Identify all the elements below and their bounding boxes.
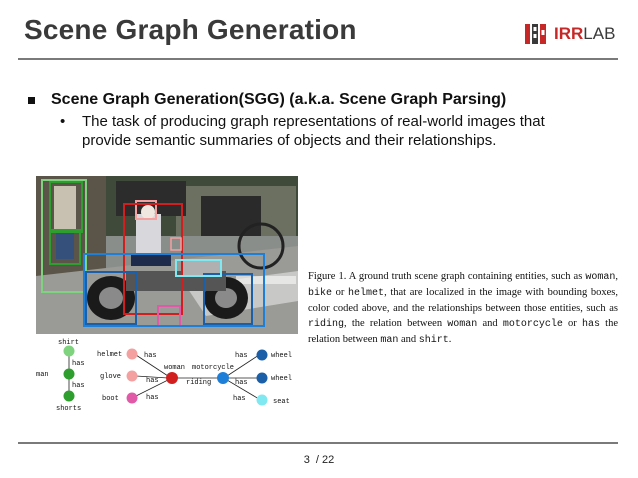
square-bullet-icon bbox=[28, 97, 35, 104]
node-wheel-2 bbox=[257, 373, 268, 384]
node-motorcycle bbox=[217, 372, 229, 384]
bullet-sub bbox=[60, 112, 580, 150]
label-has-1: has bbox=[72, 360, 85, 368]
node-seat bbox=[257, 395, 268, 406]
node-boot bbox=[127, 393, 138, 404]
node-helmet bbox=[127, 349, 138, 360]
label-has-7: has bbox=[235, 379, 248, 387]
label-has-8: has bbox=[233, 395, 246, 403]
node-woman bbox=[166, 372, 178, 384]
label-shorts: shorts bbox=[56, 405, 82, 413]
slide-title: Scene Graph Generation bbox=[24, 14, 357, 45]
label-motorcycle: motorcycle bbox=[192, 364, 235, 372]
scene-photo bbox=[36, 176, 298, 334]
page-indicator bbox=[0, 454, 638, 466]
label-has-6: has bbox=[235, 352, 248, 360]
label-woman: woman bbox=[164, 364, 186, 372]
label-glove: glove bbox=[100, 373, 122, 381]
node-glove bbox=[127, 371, 138, 382]
figure-caption: Figure 1. A ground truth scene graph containing entities, such as woman, bike or helmet, that are localized in the image with bounding boxes, color coded above, and the relationships between those entities, such as riding, the relation between woman and motorcycle or has the relation between man and shirt. bbox=[308, 271, 619, 346]
label-man: man bbox=[36, 371, 49, 379]
footer-divider bbox=[18, 442, 618, 444]
irrlab-logo bbox=[524, 20, 615, 48]
label-has-3: has bbox=[144, 352, 157, 360]
label-has-5: has bbox=[146, 394, 159, 402]
page-total: / 22 bbox=[315, 454, 335, 466]
label-shirt: shirt bbox=[58, 339, 80, 347]
label-riding: riding bbox=[186, 379, 212, 387]
label-boot: boot bbox=[102, 395, 119, 403]
scene-graph-svg bbox=[36, 338, 298, 416]
title-divider bbox=[18, 58, 618, 60]
label-wheel-2: wheel bbox=[271, 375, 293, 383]
label-has-2: has bbox=[72, 382, 85, 390]
label-wheel-1: wheel bbox=[271, 352, 293, 360]
round-bullet-icon: • bbox=[60, 113, 66, 130]
node-shorts bbox=[64, 391, 75, 402]
bullet-main-text: Scene Graph Generation(SGG) (a.k.a. Scene Graph Parsing) bbox=[51, 91, 507, 108]
scene-photo-svg bbox=[36, 176, 298, 334]
label-helmet: helmet bbox=[97, 351, 123, 359]
page-current: 3 bbox=[303, 454, 310, 466]
logo-mark-icon bbox=[524, 22, 548, 46]
logo-text: IRRLAB bbox=[554, 24, 616, 43]
bullet-main bbox=[28, 91, 506, 109]
bullet-sub-text: The task of producing graph representations of real-world images that provide semantic summaries of objects and their relationships. bbox=[82, 113, 545, 149]
label-seat: seat bbox=[273, 398, 290, 406]
node-shirt bbox=[64, 346, 75, 357]
label-has-4: has bbox=[146, 377, 159, 385]
node-wheel-1 bbox=[257, 350, 268, 361]
scene-graph bbox=[36, 338, 298, 416]
node-man bbox=[64, 369, 75, 380]
